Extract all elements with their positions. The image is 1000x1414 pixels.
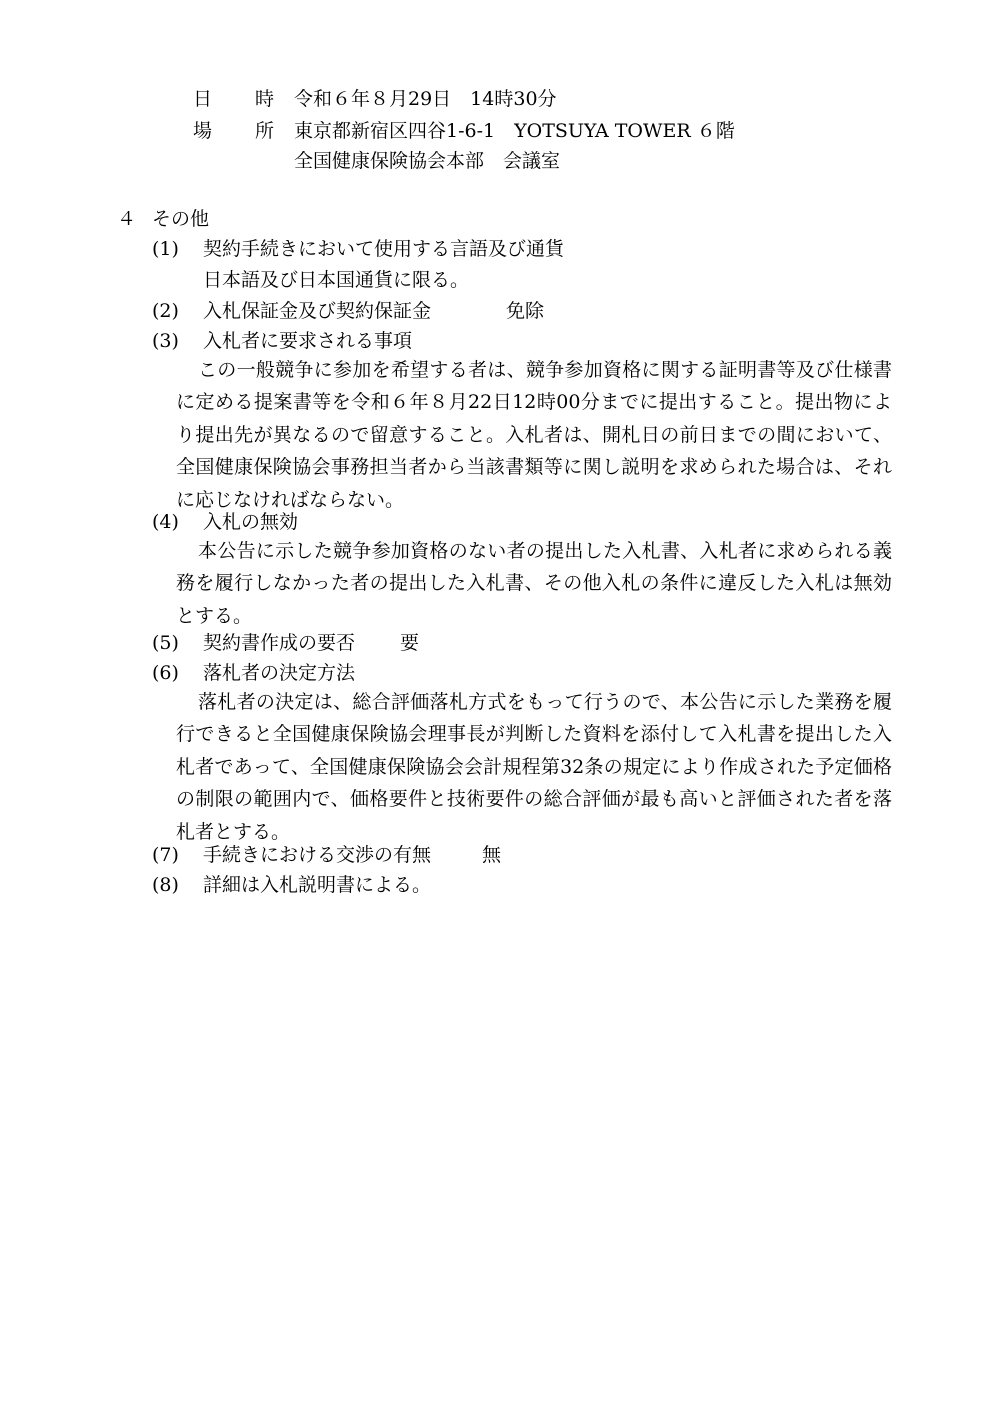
place-value-2: 全国健康保険協会本部 会議室 [294,150,561,172]
item-title: 詳細は入札説明書による。 [203,874,432,896]
date-value: 令和６年８月29日 14時30分 [294,88,557,110]
item-number: (5) [152,632,179,654]
item-number: (4) [152,511,179,533]
place-label-1: 場 [193,120,213,142]
item-title: 手続きにおける交渉の有無 [203,844,432,866]
item-number: (7) [152,844,179,866]
item-title: 落札者の決定方法 [203,662,356,684]
place-value: 東京都新宿区四谷1-6-1 YOTSUYA TOWER ６階 [294,120,735,142]
section-title: その他 [152,208,210,230]
item-number: (2) [152,300,179,322]
date-label-1: 日 [193,88,213,110]
item-title: 契約書作成の要否 [203,632,356,654]
date-label-2: 時 [255,88,275,110]
item-6-body: 落札者の決定は、総合評価落札方式をもって行うので、本公告に示した業務を履行できると全国健康保険協会理事長が判断した資料を添付して入札書を提出した入札者であって、全国健康保険協会会計規程第32条の規定により作成された予定価格の制限の範囲内で、価格要件と技術要件の総合評価が最も高いと評価された者を落札者とする。 [176,691,892,843]
item-title: 入札の無効 [203,511,299,533]
item-number: (8) [152,874,179,896]
item-number: (6) [152,662,179,684]
item-body: 日本語及び日本国通貨に限る。 [203,269,470,291]
place-label-2: 所 [255,120,275,142]
item-title: 入札保証金及び契約保証金 [203,300,432,322]
item-value: 要 [400,632,420,654]
item-value: 無 [482,844,502,866]
item-title: 入札者に要求される事項 [203,330,413,352]
section-number: ４ [117,208,137,230]
item-3-body: この一般競争に参加を希望する者は、競争参加資格に関する証明書等及び仕様書に定める提案書等を令和６年８月22日12時00分までに提出すること。提出物により提出先が異なるので留意すること。入札者は、開札日の前日までの間において、全国健康保険協会事務担当者から当該書類等に関し説明を求められた場合は、それに応じなければならない。 [176,359,892,511]
item-number: (1) [152,238,179,260]
item-title: 契約手続きにおいて使用する言語及び通貨 [203,238,565,260]
item-value: 免除 [506,300,545,322]
item-number: (3) [152,330,179,352]
item-4-body: 本公告に示した競争参加資格のない者の提出した入札書、入札者に求められる義務を履行しなかった者の提出した入札書、その他入札の条件に違反した入札は無効とする。 [176,540,892,627]
